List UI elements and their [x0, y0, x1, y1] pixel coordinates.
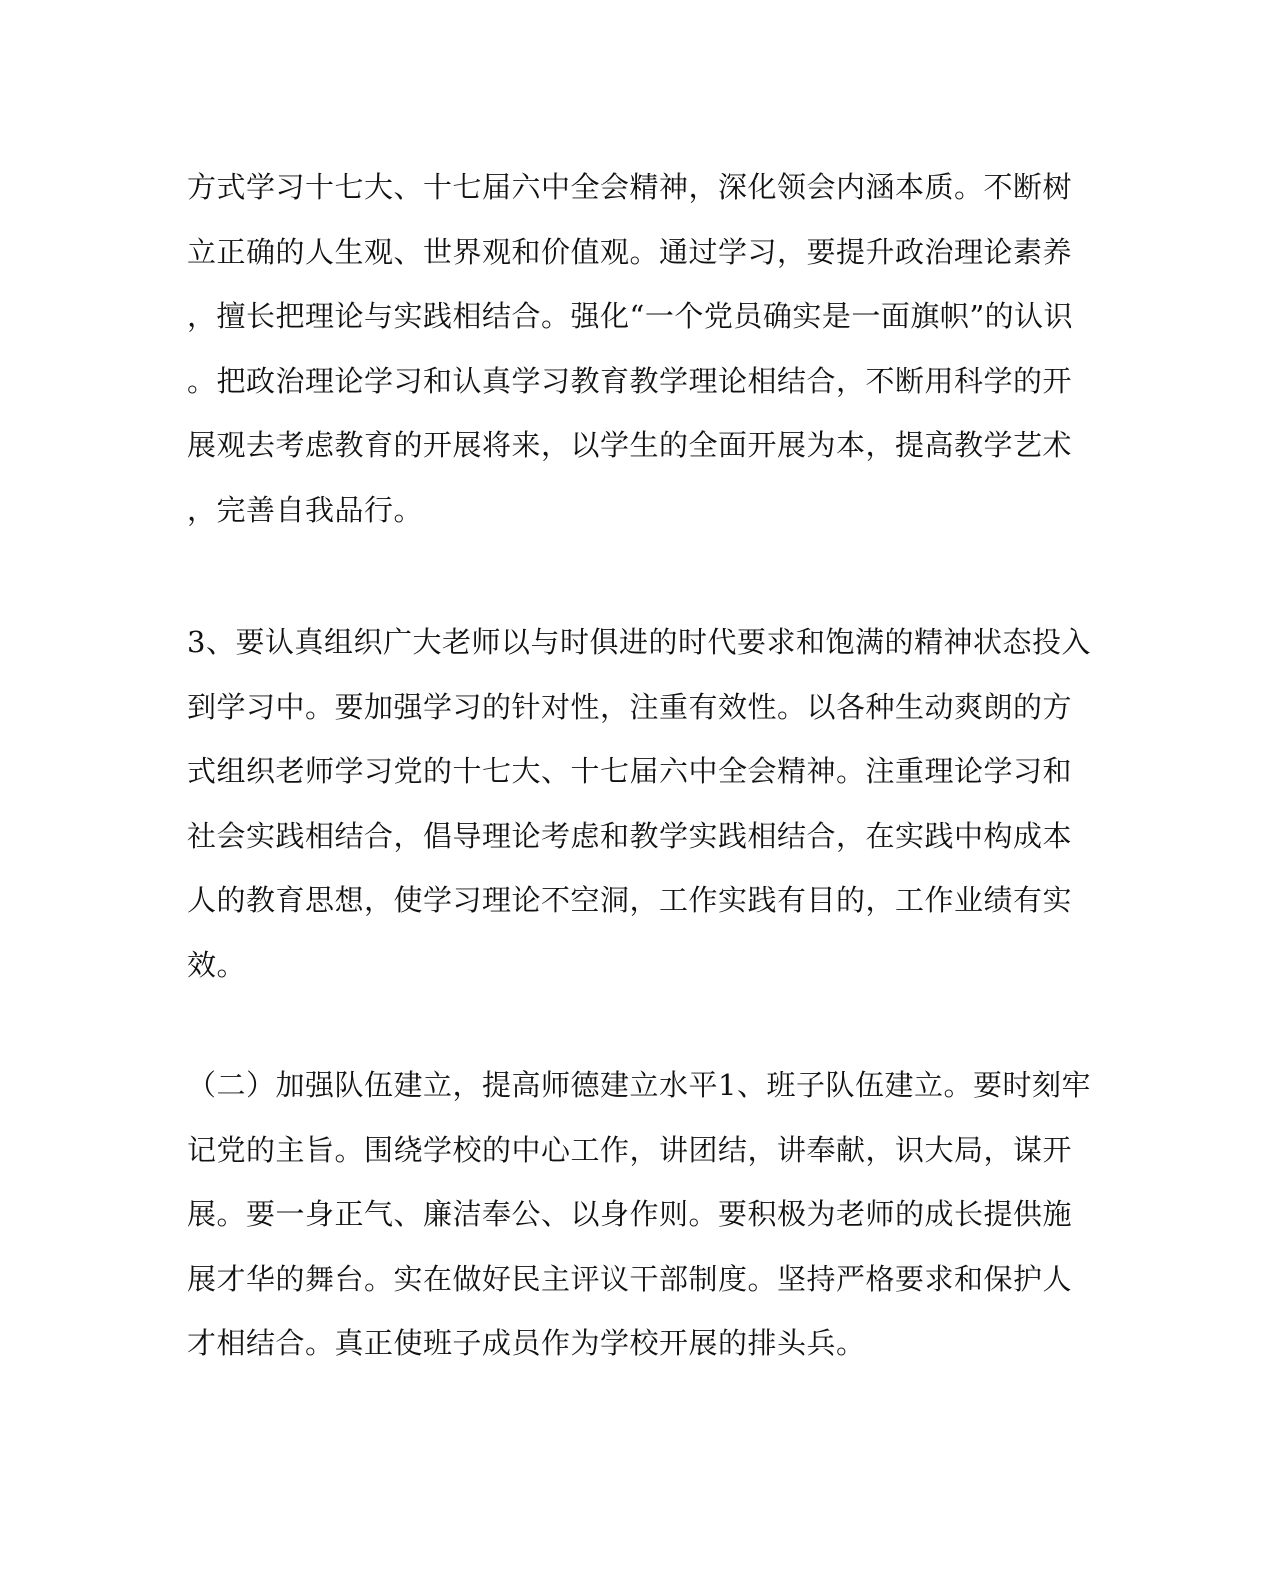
paragraph-line: 记党的主旨。围绕学校的中心工作，讲团结，讲奉献，识大局，谋开 — [187, 1132, 1073, 1167]
paragraph-line: ，擅长把理论与实践相结合。强化“一个党员确实是一面旗帜”的认识 — [187, 299, 1074, 333]
paragraph-line: 立正确的人生观、世界观和价值观。通过学习，要提升政治理论素养 — [187, 234, 1073, 269]
paragraph-line: 展。要一身正气、廉洁奉公、以身作则。要积极为老师的成长提供施 — [187, 1197, 1073, 1231]
paragraph-line: 人的教育思想，使学习理论不空洞，工作实践有目的，工作业绩有实 — [187, 883, 1073, 917]
paragraph-line: ，完善自我品行。 — [187, 492, 424, 527]
paragraph-line: 。把政治理论学习和认真学习教育教学理论相结合，不断用科学的开 — [187, 363, 1073, 398]
paragraph-study-spirit — [187, 155, 1074, 542]
paragraph-line: 才相结合。真正使班子成员作为学校开展的排头兵。 — [187, 1326, 866, 1360]
paragraph-line: 3、要认真组织广大老师以与时俱进的时代要求和饱满的精神状态投入 — [187, 625, 1091, 659]
paragraph-line: 到学习中。要加强学习的针对性，注重有效性。以各种生动爽朗的方 — [187, 689, 1073, 724]
paragraph-line: 效。 — [187, 947, 247, 982]
paragraph-line: 展才华的舞台。实在做好民主评议干部制度。坚持严格要求和保护人 — [187, 1261, 1073, 1296]
paragraph-line: （二）加强队伍建立，提高师德建立水平1、班子队伍建立。要时刻牢 — [187, 1068, 1091, 1102]
paragraph-line: 社会实践相结合，倡导理论考虑和教学实践相结合，在实践中构成本 — [187, 818, 1073, 853]
paragraph-section-2 — [187, 1053, 1091, 1376]
paragraph-line: 展观去考虑教育的开展将来，以学生的全面开展为本，提高教学艺术 — [187, 428, 1073, 462]
paragraph-line: 式组织老师学习党的十七大、十七届六中全会精神。注重理论学习和 — [187, 754, 1073, 788]
paragraph-line: 方式学习十七大、十七届六中全会精神，深化领会内涵本质。不断树 — [187, 170, 1073, 204]
paragraph-item-3 — [187, 610, 1091, 997]
